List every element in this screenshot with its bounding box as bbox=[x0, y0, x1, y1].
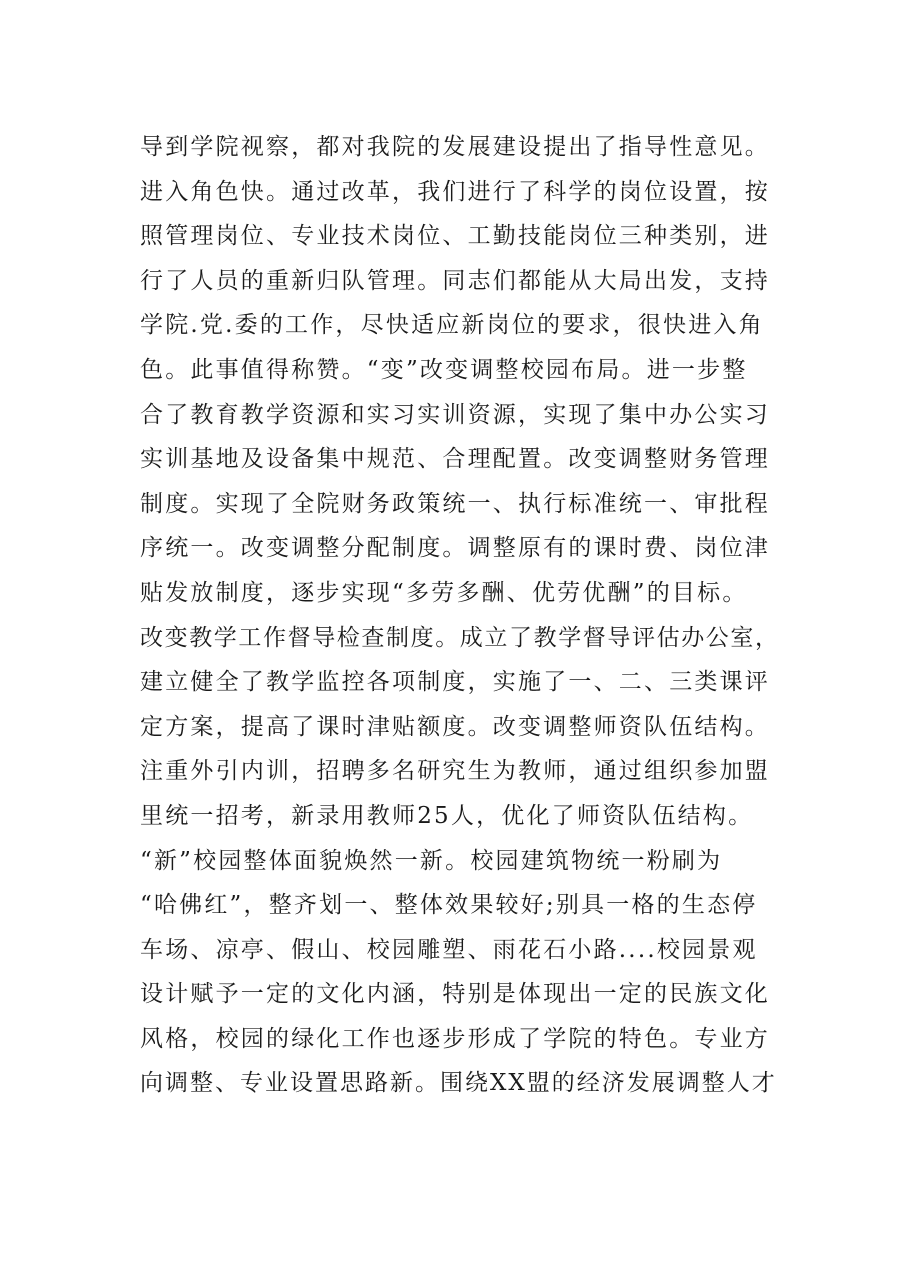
text-line-6: 色。此事值得称赞。“变”改变调整校园布局。进一步整 bbox=[140, 356, 748, 383]
text-line-20: 设计赋予一定的文化内涵，特别是体现出一定的民族文化 bbox=[140, 981, 770, 1008]
text-line-1: 导到学院视察，都对我院的发展建设提出了指导性意见。 bbox=[140, 134, 770, 160]
text-line-16: 里统一招考，新录用教师25人，优化了师资队伍结构。 bbox=[140, 802, 754, 829]
text-line-8: 实训基地及设备集中规范、合理配置。改变调整财务管理 bbox=[140, 446, 770, 473]
text-line-13: 建立健全了教学监控各项制度，实施了一、二、三类课评 bbox=[140, 669, 770, 696]
text-line-14: 定方案，提高了课时津贴额度。改变调整师资队伍结构。 bbox=[140, 713, 770, 740]
text-line-18: “哈佛红”，整齐划一、整体效果较好;别具一格的生态停 bbox=[140, 892, 758, 919]
text-line-7: 合了教育教学资源和实习实训资源，实现了集中办公实习 bbox=[140, 401, 770, 428]
text-line-11: 贴发放制度，逐步实现“多劳多酬、优劳优酬”的目标。 bbox=[140, 579, 748, 606]
text-line-21: 风格，校园的绿化工作也逐步形成了学院的特色。专业方 bbox=[140, 1025, 770, 1052]
text-line-5: 学院.党.委的工作，尽快适应新岗位的要求，很快进入角 bbox=[140, 312, 764, 339]
text-line-15: 注重外引内训，招聘多名研究生为教师，通过组织参加盟 bbox=[140, 758, 770, 785]
text-line-17: “新”校园整体面貌焕然一新。校园建筑物统一粉刷为 bbox=[140, 847, 723, 874]
text-line-10: 序统一。改变调整分配制度。调整原有的课时费、岗位津 bbox=[140, 535, 770, 562]
text-line-22: 向调整、专业设置思路新。围绕XX盟的经济发展调整人才 bbox=[140, 1070, 777, 1097]
text-line-12: 改变教学工作督导检查制度。成立了教学督导评估办公室， bbox=[140, 624, 780, 651]
text-line-3: 照管理岗位、专业技术岗位、工勤技能岗位三种类别，进 bbox=[140, 223, 770, 250]
text-line-2: 进入角色快。通过改革，我们进行了科学的岗位设置，按 bbox=[140, 178, 770, 205]
text-line-9: 制度。实现了全院财务政策统一、执行标准统一、审批程 bbox=[140, 490, 770, 517]
body-text bbox=[140, 125, 780, 1106]
text-line-19: 车场、凉亭、假山、校园雕塑、雨花石小路....校园景观 bbox=[140, 936, 758, 963]
text-line-4: 行了人员的重新归队管理。同志们都能从大局出发，支持 bbox=[140, 267, 770, 294]
